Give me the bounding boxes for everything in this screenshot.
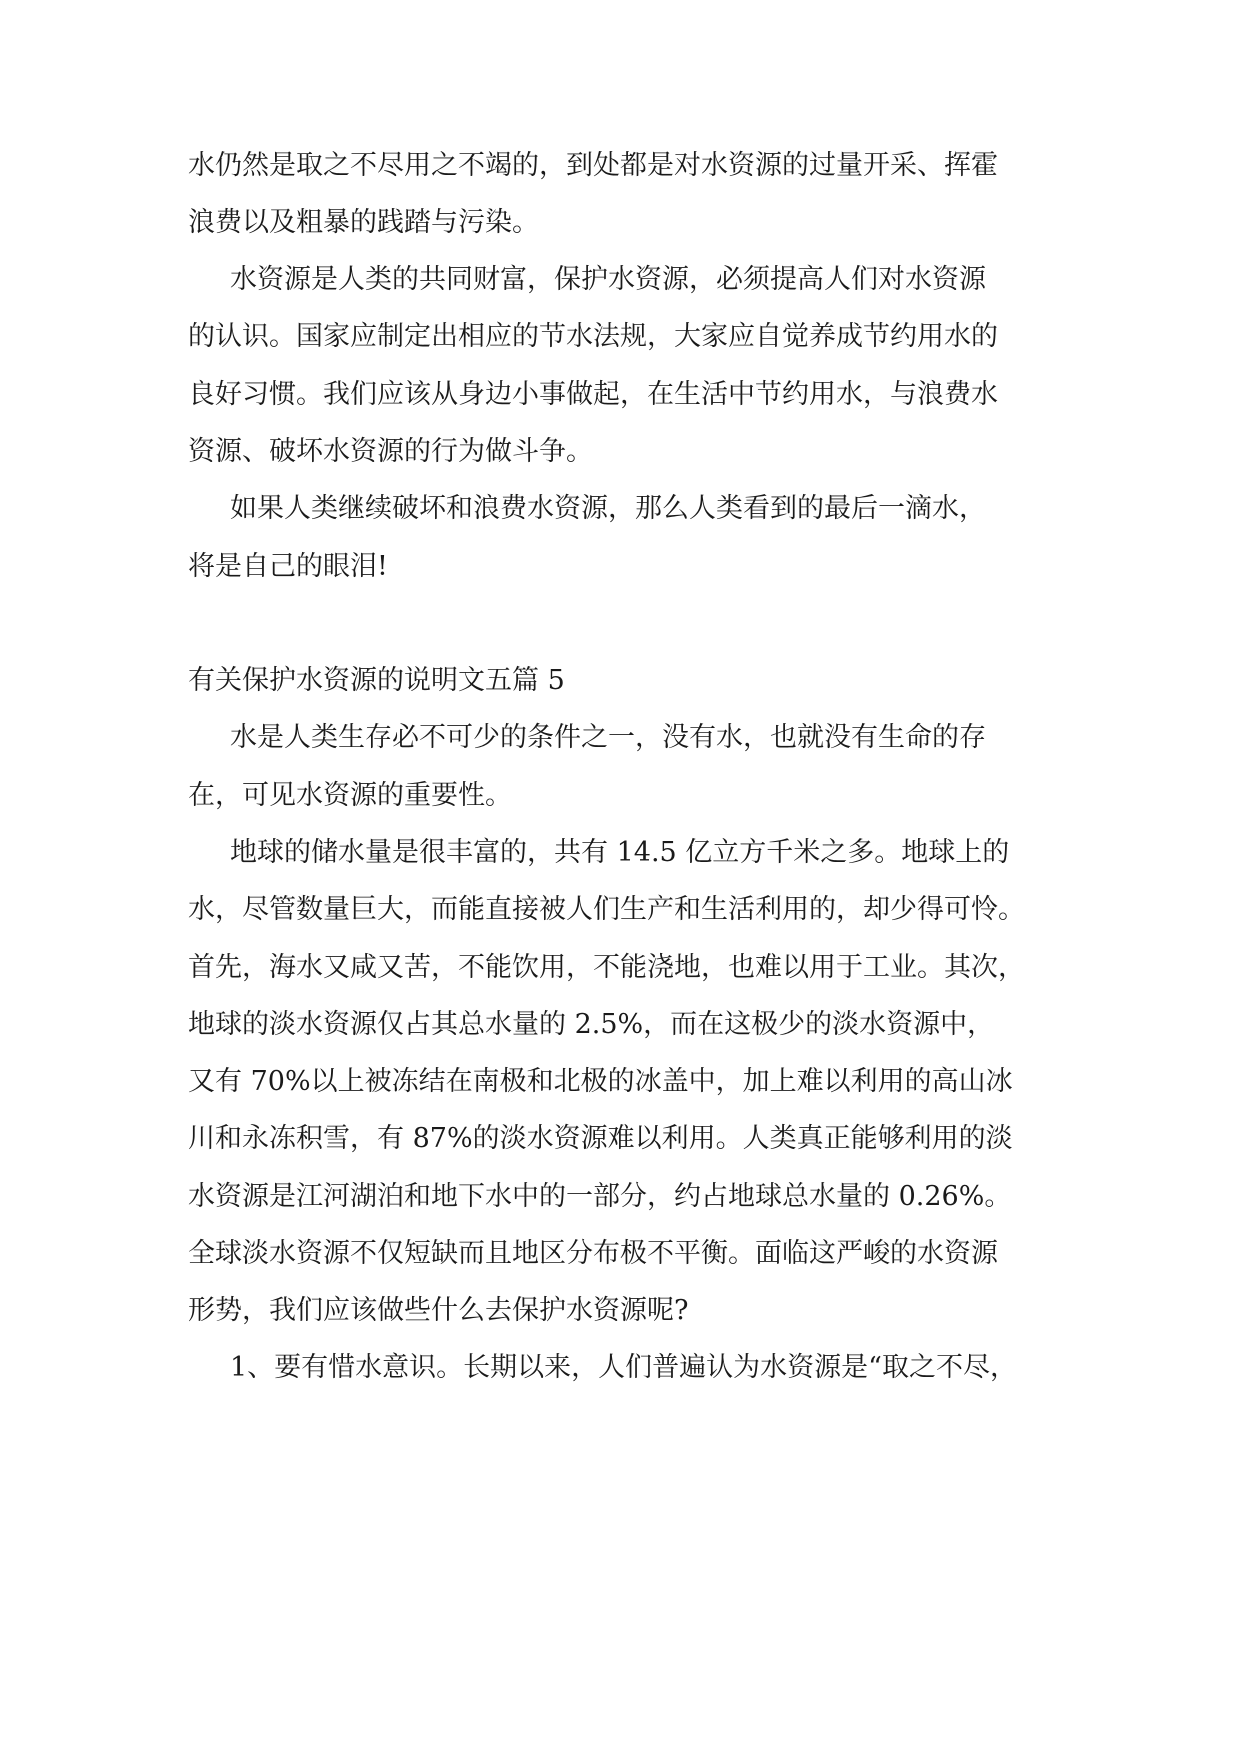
paragraph-line: 地球的淡水资源仅占其总水量的 2.5%，而在这极少的淡水资源中， xyxy=(188,1009,995,1040)
paragraph-line: 川和永冻积雪，有 87%的淡水资源难以利用。人类真正能够利用的淡 xyxy=(188,1123,1013,1154)
paragraph-line: 水资源是江河湖泊和地下水中的一部分，约占地球总水量的 0.26%。 xyxy=(188,1181,1012,1212)
paragraph-line: 水是人类生存必不可少的条件之一，没有水，也就没有生命的存 xyxy=(230,722,986,753)
paragraph-line: 的认识。国家应制定出相应的节水法规，大家应自觉养成节约用水的 xyxy=(188,321,998,352)
paragraph-line: 水仍然是取之不尽用之不竭的，到处都是对水资源的过量开采、挥霍 xyxy=(188,150,998,181)
paragraph-line: 首先，海水又咸又苦，不能饮用，不能浇地，也难以用于工业。其次， xyxy=(188,952,1025,983)
paragraph-line: 如果人类继续破坏和浪费水资源，那么人类看到的最后一滴水， xyxy=(230,493,986,524)
paragraph-line: 形势，我们应该做些什么去保护水资源呢? xyxy=(188,1295,689,1326)
paragraph-line: 1、要有惜水意识。长期以来，人们普遍认为水资源是“取之不尽， xyxy=(230,1352,1017,1383)
paragraph-line: 地球的储水量是很丰富的，共有 14.5 亿立方千米之多。地球上的 xyxy=(230,837,1010,868)
paragraph-line: 资源、破坏水资源的行为做斗争。 xyxy=(188,436,593,467)
paragraph-line: 全球淡水资源不仅短缺而且地区分布极不平衡。面临这严峻的水资源 xyxy=(188,1238,998,1269)
paragraph-line: 在，可见水资源的重要性。 xyxy=(188,780,512,811)
paragraph-line: 水，尽管数量巨大，而能直接被人们生产和生活利用的，却少得可怜。 xyxy=(188,894,1025,925)
paragraph-line: 又有 70%以上被冻结在南极和北极的冰盖中，加上难以利用的高山冰 xyxy=(188,1066,1013,1097)
paragraph-line: 水资源是人类的共同财富，保护水资源，必须提高人们对水资源 xyxy=(230,264,986,295)
section-title: 有关保护水资源的说明文五篇 5 xyxy=(188,665,565,696)
paragraph-line: 浪费以及粗暴的践踏与污染。 xyxy=(188,207,539,238)
paragraph-line: 将是自己的眼泪! xyxy=(188,551,388,582)
paragraph-line: 良好习惯。我们应该从身边小事做起，在生活中节约用水，与浪费水 xyxy=(188,379,998,410)
